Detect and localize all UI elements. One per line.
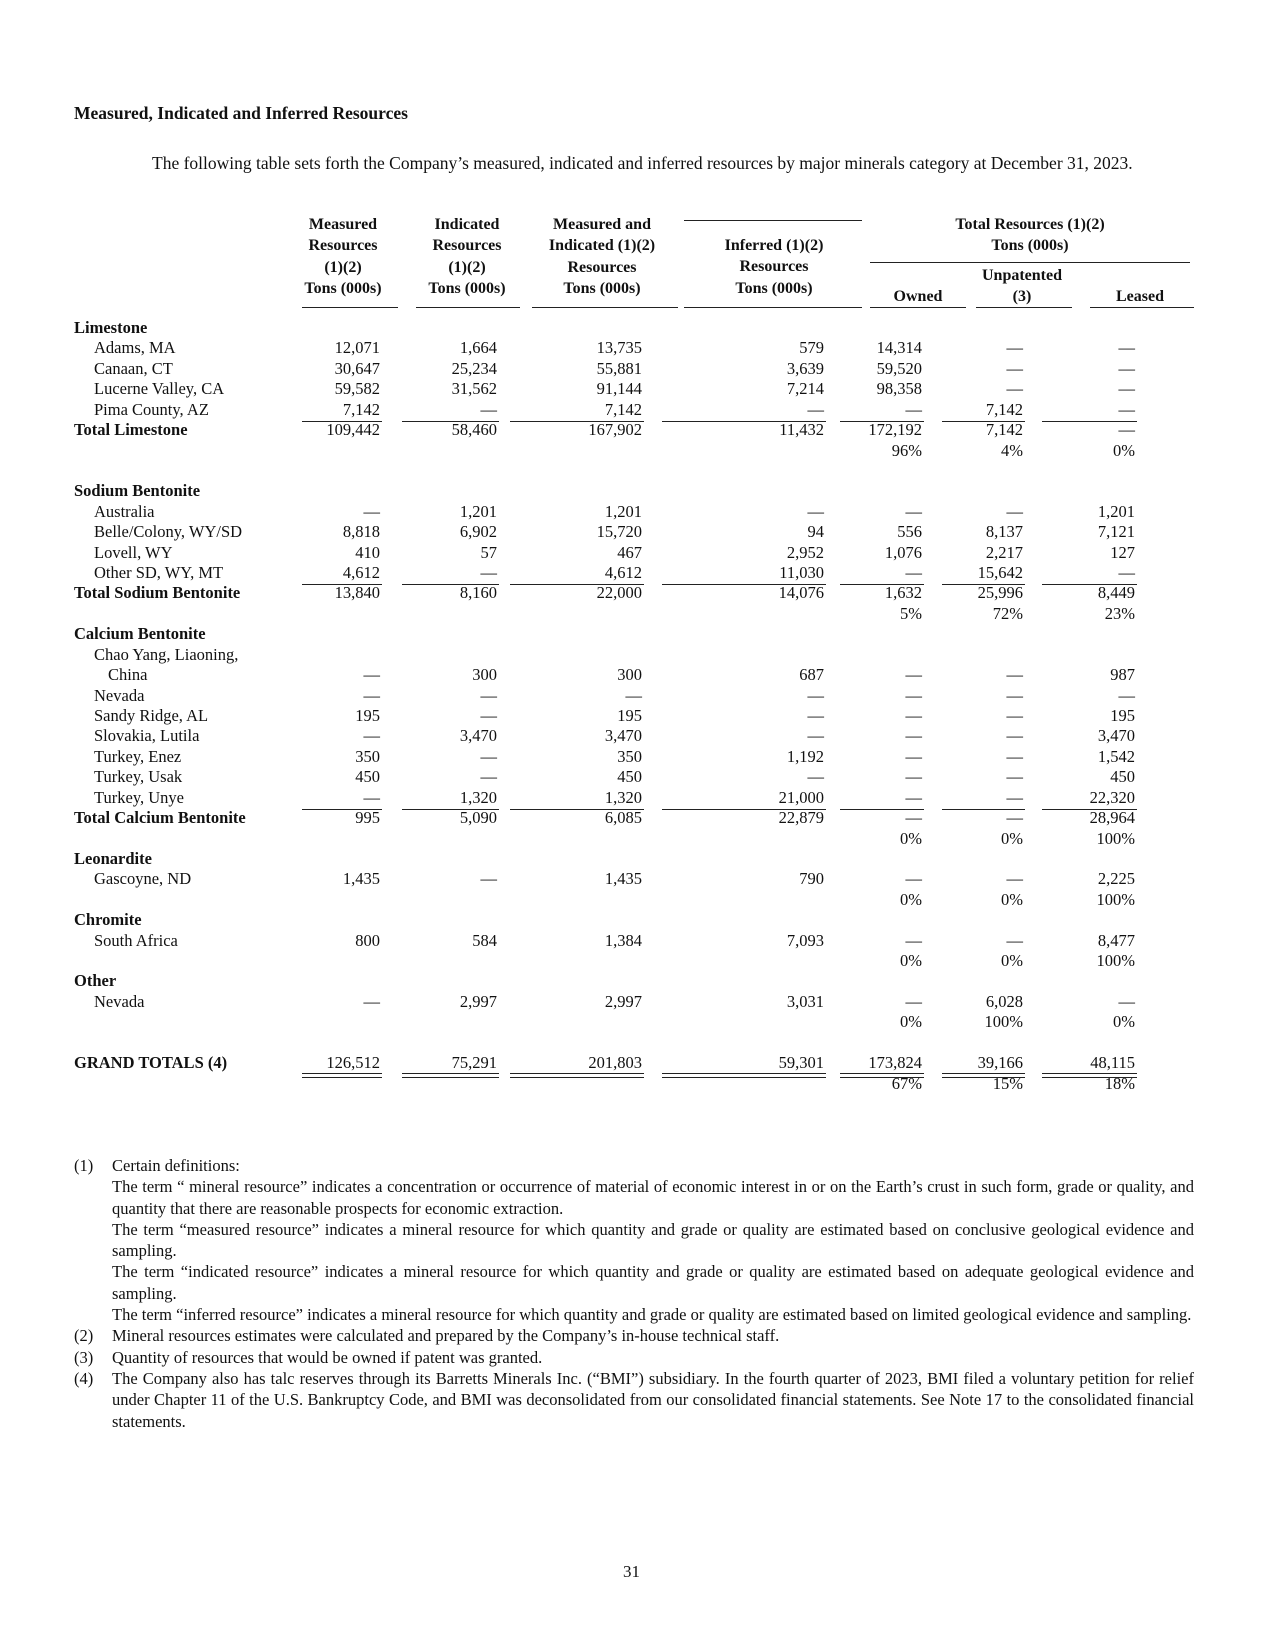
cell: — — [1006, 746, 1023, 766]
cell: 195 — [355, 705, 380, 725]
cell: 1,435 — [342, 869, 380, 889]
cell: 0% — [1001, 828, 1023, 848]
cell: 8,818 — [342, 522, 380, 542]
row-label: Other — [74, 971, 117, 991]
cell: 2,225 — [1097, 869, 1135, 889]
cell: 25,234 — [451, 358, 497, 378]
cell: 7,093 — [786, 930, 824, 950]
total-rule — [302, 421, 382, 422]
row-label: Turkey, Usak — [94, 767, 183, 787]
cell: 30,647 — [334, 358, 380, 378]
row-label: Turkey, Enez — [94, 746, 182, 766]
cell: 2,952 — [786, 542, 824, 562]
cell: 987 — [1110, 665, 1135, 685]
table-row — [0, 665, 1263, 685]
cell: 75,291 — [451, 1053, 497, 1073]
cell: 59,582 — [334, 379, 380, 399]
total-rule — [840, 421, 924, 422]
row-label: Nevada — [94, 685, 145, 705]
table-row — [0, 686, 1263, 706]
cell: 28,964 — [1089, 808, 1135, 828]
page-number: 31 — [623, 1562, 640, 1581]
table-row — [0, 338, 1263, 358]
cell: 13,840 — [334, 583, 380, 603]
total-rule — [840, 584, 924, 585]
cell: — — [363, 501, 380, 521]
cell: 100% — [1096, 828, 1135, 848]
intro-paragraph: The following table sets forth the Company’s measured, indicated and inferred resources by major minerals category at December 31, 2023. — [152, 153, 1133, 173]
cell: — — [1006, 808, 1023, 828]
cell: — — [905, 399, 922, 419]
table-row — [0, 563, 1263, 583]
cell: 2,997 — [459, 991, 497, 1011]
row-label: Total Calcium Bentonite — [74, 808, 246, 828]
cell: 3,470 — [459, 726, 497, 746]
cell: — — [1006, 869, 1023, 889]
cell: 410 — [355, 542, 380, 562]
cell: — — [625, 685, 642, 705]
cell: 57 — [480, 542, 497, 562]
cell: — — [807, 685, 824, 705]
total-rule — [840, 809, 924, 810]
cell: 6,085 — [604, 808, 642, 828]
header-owned: Owned — [893, 288, 943, 305]
cell: — — [480, 685, 497, 705]
cell: 195 — [1110, 705, 1135, 725]
cell: 201,803 — [588, 1053, 642, 1073]
total-rule — [402, 421, 499, 422]
footnotes — [74, 1155, 1194, 1432]
cell: 800 — [355, 930, 380, 950]
cell: 350 — [355, 746, 380, 766]
table-row — [0, 420, 1263, 440]
cell: — — [363, 726, 380, 746]
cell: 0% — [900, 889, 922, 909]
row-label: Gascoyne, ND — [94, 869, 192, 889]
total-rule — [942, 584, 1025, 585]
cell: 8,477 — [1097, 930, 1135, 950]
cell: — — [1118, 399, 1135, 419]
cell: 21,000 — [778, 787, 824, 807]
cell: 11,432 — [779, 420, 824, 440]
cell: — — [807, 501, 824, 521]
total-rule — [402, 809, 499, 810]
row-label: Chao Yang, Liaoning, — [94, 644, 239, 664]
cell: 1,542 — [1097, 746, 1135, 766]
table-row — [0, 583, 1263, 603]
cell: — — [1118, 563, 1135, 583]
cell: 72% — [992, 603, 1023, 623]
cell: 1,435 — [604, 869, 642, 889]
cell: 91,144 — [596, 379, 642, 399]
cell: 12,071 — [334, 338, 380, 358]
cell: 1,320 — [604, 787, 642, 807]
cell: 2,217 — [985, 542, 1023, 562]
cell: 0% — [900, 1012, 922, 1032]
percent-row — [0, 1074, 1263, 1094]
row-label: Chromite — [74, 910, 142, 930]
cell: 100% — [1096, 889, 1135, 909]
cell: 6,902 — [459, 522, 497, 542]
total-rule — [662, 421, 826, 422]
table-row — [0, 522, 1263, 542]
cell: 0% — [900, 828, 922, 848]
cell: 195 — [617, 705, 642, 725]
header-inferred: Inferred (1)(2) Resources Tons (000s) — [724, 237, 824, 297]
cell: — — [363, 991, 380, 1011]
cell: — — [1006, 930, 1023, 950]
cell: 3,470 — [604, 726, 642, 746]
cell: 100% — [984, 1012, 1023, 1032]
table-row — [0, 502, 1263, 522]
cell: 109,442 — [326, 420, 380, 440]
total-rule — [662, 809, 826, 810]
table-row — [0, 461, 1263, 481]
table-row — [0, 1053, 1263, 1073]
table-row — [0, 808, 1263, 828]
cell: 579 — [799, 338, 824, 358]
total-rule — [1042, 809, 1137, 810]
row-label: Sandy Ridge, AL — [94, 705, 209, 725]
row-label: Belle/Colony, WY/SD — [94, 522, 243, 542]
row-label: Limestone — [74, 318, 148, 337]
table-row — [0, 869, 1263, 889]
cell: 0% — [900, 951, 922, 971]
total-rule — [402, 584, 499, 585]
cell: 687 — [799, 665, 824, 685]
cell: 15% — [992, 1073, 1023, 1093]
cell: 22,000 — [596, 583, 642, 603]
table-row — [0, 931, 1263, 951]
cell: 126,512 — [326, 1053, 380, 1073]
cell: 23% — [1104, 603, 1135, 623]
category-row — [0, 971, 1263, 991]
table-row — [0, 767, 1263, 787]
cell: — — [1006, 726, 1023, 746]
cell: 4,612 — [604, 563, 642, 583]
cell: 4% — [1001, 440, 1023, 460]
cell: — — [1006, 665, 1023, 685]
cell: 2,997 — [604, 991, 642, 1011]
cell: 467 — [617, 542, 642, 562]
cell: — — [905, 563, 922, 583]
row-label: Leonardite — [74, 848, 152, 868]
cell: 6,028 — [985, 991, 1023, 1011]
cell: — — [807, 705, 824, 725]
cell: — — [1118, 338, 1135, 358]
cell: 7,121 — [1097, 522, 1135, 542]
footnote-4: (4) The Company also has talc reserves through its Barretts Minerals Inc. (“BMI”) subsidiary. In the fourth quarter of 2023, BMI filed a voluntary petition for relief under Chapter 11 of the U.S. Bankruptcy Code, and BMI was deconsolidated from our consolidated financial statements. See Note 17 to the consolidated financial statements. — [74, 1368, 1194, 1431]
cell: 1,076 — [884, 542, 922, 562]
cell: 1,384 — [604, 930, 642, 950]
cell: — — [1118, 685, 1135, 705]
cell: 8,137 — [985, 522, 1023, 542]
cell: — — [480, 399, 497, 419]
total-rule — [942, 809, 1025, 810]
percent-row — [0, 890, 1263, 910]
cell: — — [1006, 685, 1023, 705]
total-rule — [302, 584, 382, 585]
cell: 790 — [799, 869, 824, 889]
cell: — — [807, 767, 824, 787]
header-unpatented: Unpatented (3) — [981, 267, 1062, 306]
cell: 59,301 — [778, 1053, 824, 1073]
category-row — [0, 849, 1263, 869]
cell: 1,201 — [459, 501, 497, 521]
cell: 0% — [1113, 440, 1135, 460]
cell: — — [363, 685, 380, 705]
cell: 3,639 — [786, 358, 824, 378]
cell: — — [1006, 379, 1023, 399]
row-label: Australia — [94, 501, 155, 521]
cell: 173,824 — [868, 1053, 922, 1073]
cell: — — [1118, 358, 1135, 378]
cell: — — [905, 705, 922, 725]
table-row — [0, 788, 1263, 808]
cell: 450 — [355, 767, 380, 787]
cell: 4,612 — [342, 563, 380, 583]
row-label: GRAND TOTALS (4) — [74, 1053, 228, 1073]
category-row — [0, 318, 1263, 338]
percent-row — [0, 951, 1263, 971]
cell: — — [363, 787, 380, 807]
cell: — — [480, 767, 497, 787]
cell: 450 — [617, 767, 642, 787]
table-row — [0, 726, 1263, 746]
total-rule — [662, 584, 826, 585]
cell: 39,166 — [977, 1053, 1023, 1073]
cell: 58,460 — [451, 420, 497, 440]
cell: 172,192 — [868, 420, 922, 440]
cell: 1,192 — [786, 746, 824, 766]
cell: 350 — [617, 746, 642, 766]
cell: 18% — [1104, 1073, 1135, 1093]
footnote-3: (3) Quantity of resources that would be owned if patent was granted. — [74, 1347, 543, 1367]
cell: 0% — [1001, 951, 1023, 971]
cell: — — [905, 665, 922, 685]
cell: 167,902 — [588, 420, 642, 440]
cell: — — [1006, 358, 1023, 378]
cell: — — [905, 808, 922, 828]
total-rule — [510, 809, 644, 810]
cell: 15,642 — [977, 563, 1023, 583]
section-title: Measured, Indicated and Inferred Resources — [74, 103, 408, 123]
cell: — — [480, 563, 497, 583]
cell: — — [480, 869, 497, 889]
percent-row — [0, 441, 1263, 461]
cell: 14,314 — [876, 338, 922, 358]
cell: 584 — [472, 930, 497, 950]
cell: — — [1118, 420, 1135, 440]
row-label: Canaan, CT — [94, 358, 173, 378]
percent-row — [0, 1012, 1263, 1032]
cell: 995 — [355, 808, 380, 828]
row-label: Slovakia, Lutila — [94, 726, 200, 746]
cell: 11,030 — [779, 563, 824, 583]
cell: 3,031 — [786, 991, 824, 1011]
total-rule — [302, 809, 382, 810]
table-row — [0, 543, 1263, 563]
row-label: Total Sodium Bentonite — [74, 583, 241, 603]
cell: 59,520 — [876, 358, 922, 378]
cell: — — [905, 991, 922, 1011]
cell: 100% — [1096, 951, 1135, 971]
header-leased: Leased — [1116, 288, 1164, 305]
cell: — — [480, 746, 497, 766]
row-label: South Africa — [94, 930, 178, 950]
cell: 3,470 — [1097, 726, 1135, 746]
category-row — [0, 481, 1263, 501]
cell: 0% — [1113, 1012, 1135, 1032]
category-row — [0, 624, 1263, 644]
cell: — — [1006, 338, 1023, 358]
cell: 1,201 — [604, 501, 642, 521]
table-row — [0, 1033, 1263, 1053]
row-label: Other SD, WY, MT — [94, 563, 224, 583]
cell: 48,115 — [1090, 1053, 1135, 1073]
cell: 25,996 — [977, 583, 1023, 603]
cell: 1,201 — [1097, 501, 1135, 521]
cell: 13,735 — [596, 338, 642, 358]
cell: 127 — [1110, 542, 1135, 562]
row-label: Pima County, AZ — [94, 399, 209, 419]
header-indicated: Indicated Resources (1)(2) Tons (000s) — [428, 216, 506, 297]
cell: 22,320 — [1089, 787, 1135, 807]
row-label: Adams, MA — [94, 338, 176, 358]
cell: 22,879 — [778, 808, 824, 828]
table-row — [0, 747, 1263, 767]
cell: — — [905, 746, 922, 766]
cell: 1,320 — [459, 787, 497, 807]
cell: — — [807, 399, 824, 419]
footnote-2: (2) Mineral resources estimates were calculated and prepared by the Company’s in-house technical staff. — [74, 1326, 780, 1346]
header-total-resources: Total Resources (1)(2) Tons (000s) — [955, 216, 1105, 255]
cell: 98,358 — [876, 379, 922, 399]
cell: — — [905, 787, 922, 807]
row-label: Sodium Bentonite — [74, 481, 201, 501]
cell: 55,881 — [596, 358, 642, 378]
cell: 5% — [900, 603, 922, 623]
table-row — [0, 379, 1263, 399]
cell: — — [480, 705, 497, 725]
total-rule — [1042, 421, 1137, 422]
cell: 7,142 — [604, 399, 642, 419]
cell: 15,720 — [596, 522, 642, 542]
cell: 1,632 — [884, 583, 922, 603]
table-row — [0, 645, 1263, 665]
table-row — [0, 706, 1263, 726]
percent-row — [0, 604, 1263, 624]
cell: 7,142 — [985, 420, 1023, 440]
cell: 450 — [1110, 767, 1135, 787]
cell: 300 — [617, 665, 642, 685]
cell: — — [1006, 767, 1023, 787]
row-label: China — [108, 665, 148, 685]
cell: — — [905, 685, 922, 705]
cell: — — [905, 726, 922, 746]
row-label: Calcium Bentonite — [74, 624, 206, 644]
cell: 0% — [1001, 889, 1023, 909]
cell: — — [905, 930, 922, 950]
cell: — — [1118, 379, 1135, 399]
row-label: Lucerne Valley, CA — [94, 379, 225, 399]
cell: — — [807, 726, 824, 746]
total-rule — [510, 584, 644, 585]
header-measured-indicated: Measured and Indicated (1)(2) Resources Tons (000s) — [548, 216, 656, 297]
total-rule — [510, 421, 644, 422]
cell: — — [905, 869, 922, 889]
category-row — [0, 910, 1263, 930]
cell: 67% — [891, 1073, 922, 1093]
row-label: Lovell, WY — [94, 542, 173, 562]
cell: 5,090 — [459, 808, 497, 828]
cell: — — [1118, 991, 1135, 1011]
row-label: Turkey, Unye — [94, 787, 184, 807]
table-row — [0, 400, 1263, 420]
table-row — [0, 992, 1263, 1012]
cell: 7,142 — [985, 399, 1023, 419]
cell: 8,449 — [1097, 583, 1135, 603]
table-row — [0, 359, 1263, 379]
cell: 94 — [807, 522, 824, 542]
cell: — — [905, 767, 922, 787]
total-rule — [942, 421, 1025, 422]
total-rule — [1042, 584, 1137, 585]
cell: 14,076 — [778, 583, 824, 603]
cell: 556 — [897, 522, 922, 542]
cell: — — [1006, 705, 1023, 725]
cell: 31,562 — [451, 379, 497, 399]
cell: 8,160 — [459, 583, 497, 603]
cell: — — [1006, 501, 1023, 521]
cell: — — [363, 665, 380, 685]
cell: 7,142 — [342, 399, 380, 419]
percent-row — [0, 829, 1263, 849]
cell: 300 — [472, 665, 497, 685]
row-label: Total Limestone — [74, 420, 188, 440]
cell: — — [905, 501, 922, 521]
cell: — — [1006, 787, 1023, 807]
header-measured: Measured Resources (1)(2) Tons (000s) — [304, 216, 382, 297]
cell: 96% — [891, 440, 922, 460]
row-label: Nevada — [94, 991, 145, 1011]
cell: 7,214 — [786, 379, 824, 399]
footnote-1: (1) Certain definitions: The term “ mineral resource” indicates a concentration or occurrence of material of economic interest in or on the Earth’s crust in such form, grade or quality, and quantity that there are reasonable prospects for economic extraction. The term “measured resource” indicates a mineral resource for which quantity and grade or quality are estimated based on conclusive geological evidence and sampling. The term “indicated resource” indicates a mineral resource for which quantity and grade or quality are estimated based on adequate geological evidence and sampling. The term “inferred resource” indicates a mineral resource for which quantity and grade or quality are estimated based on limited geological evidence and sampling. — [74, 1156, 1194, 1325]
cell: 1,664 — [459, 338, 497, 358]
